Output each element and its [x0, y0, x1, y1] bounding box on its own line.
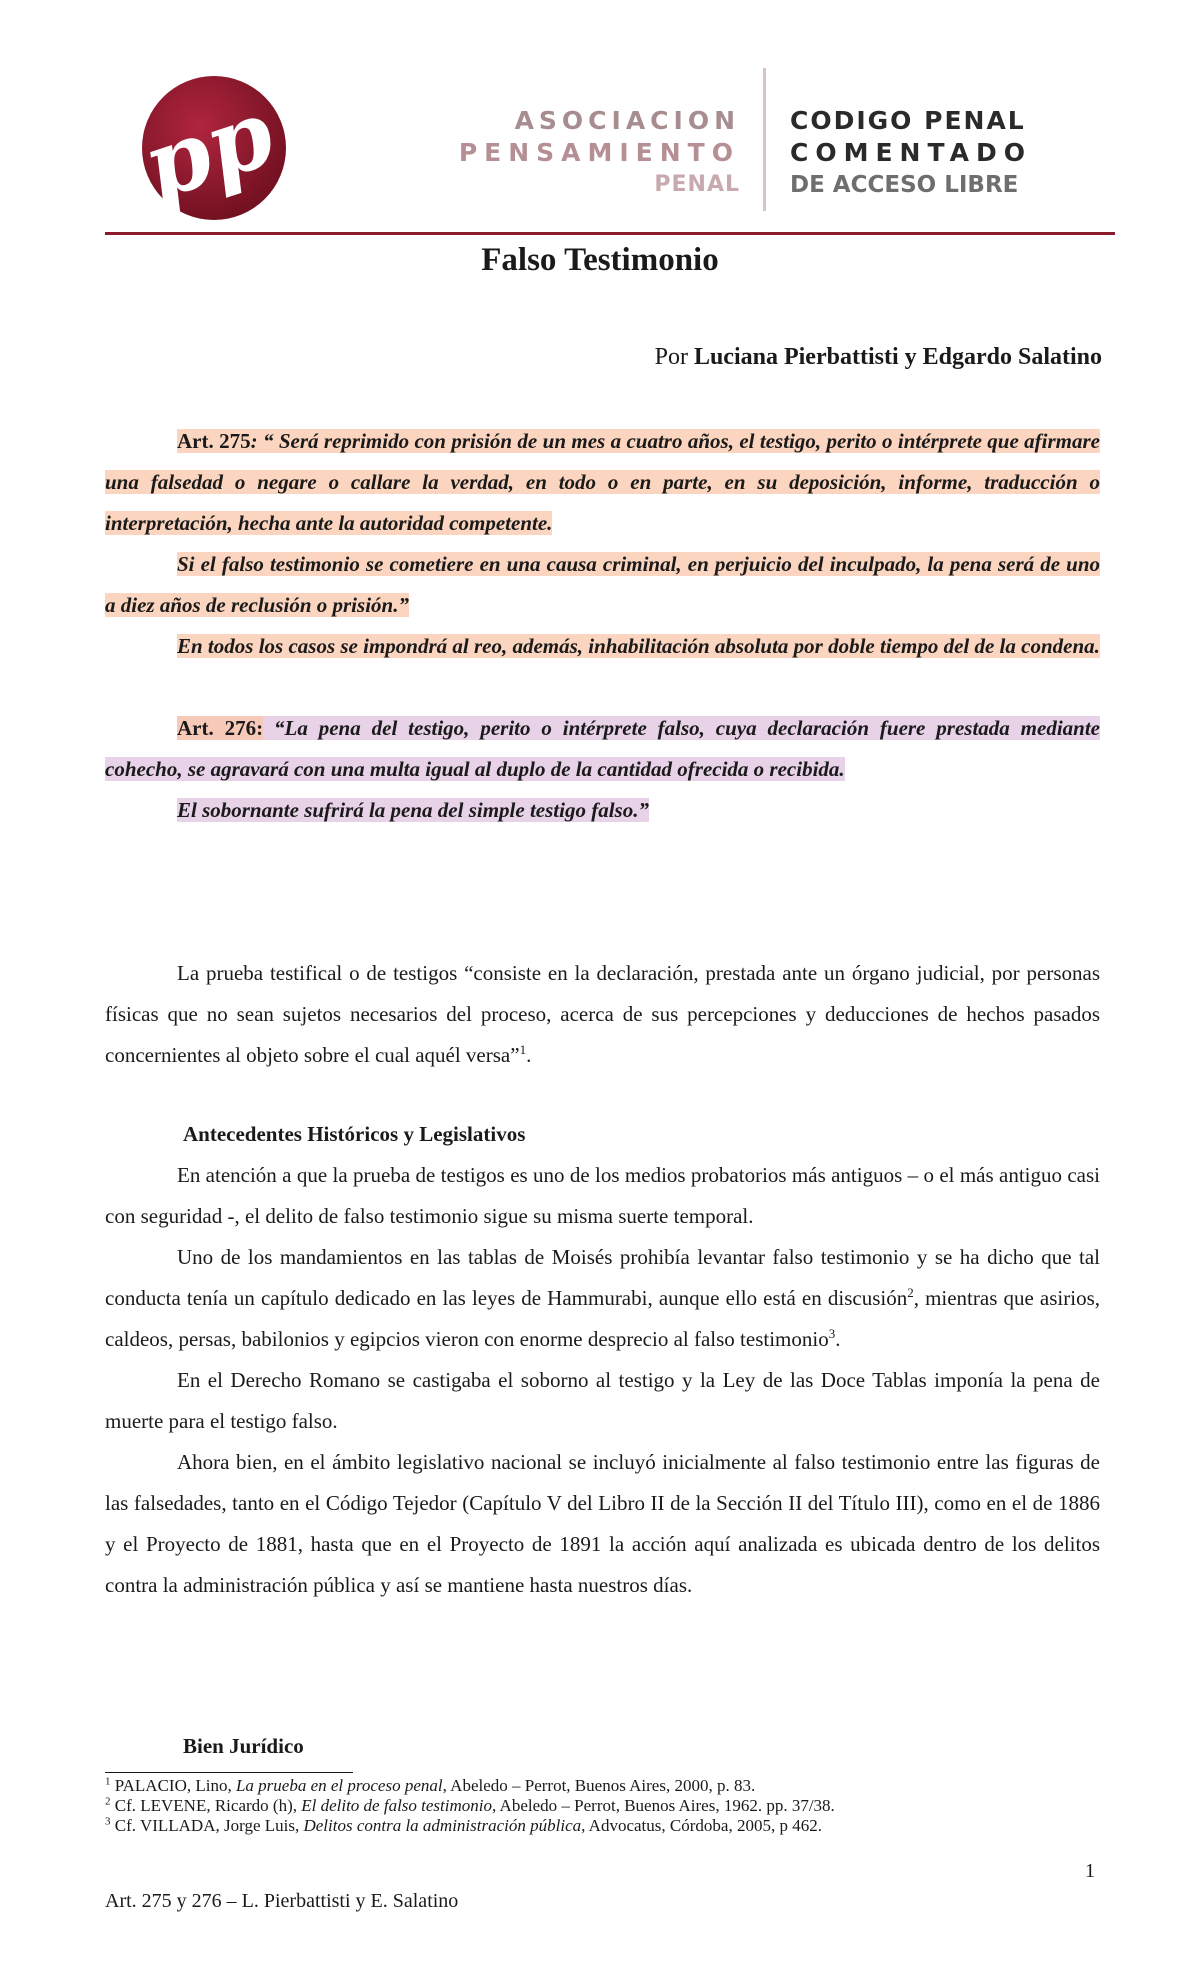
codigo-line-2: COMENTADO [790, 138, 1032, 167]
bien-juridico-section [105, 1726, 1100, 1767]
footnote-text: , Advocatus, Córdoba, 2005, p 462. [581, 1816, 822, 1835]
footnotes [105, 1776, 1105, 1836]
footnote-text: , Abeledo – Perrot, Buenos Aires, 1962. pp. 37/38. [492, 1796, 835, 1815]
antecedentes-section [105, 1114, 1100, 1606]
art-275-text-2: Si el falso testimonio se cometiere en una causa criminal, en perjuicio del inculpado, la pena será de uno a diez años de reclusión o prisión.” [105, 552, 1100, 617]
art-275-label: Art. 275 [177, 429, 251, 453]
art-276-paragraph-2 [105, 790, 1100, 831]
bien-juridico-heading: Bien Jurídico [183, 1734, 304, 1758]
art-275-paragraph-3 [105, 626, 1100, 667]
svg-text:pp: pp [138, 78, 287, 222]
footnote-3 [105, 1816, 1105, 1836]
antecedentes-paragraph-1: En atención a que la prueba de testigos es uno de los medios probatorios más antiguos – o el más antiguo casi con seguridad -, el delito de falso testimonio sigue su misma suerte temporal. [105, 1163, 1100, 1228]
antecedentes-paragraph-4: Ahora bien, en el ámbito legislativo nacional se incluyó inicialmente al falso testimonio entre las figuras de las falsedades, tanto en el Código Tejedor (Capítulo V del Libro II de la Sección II del Título III), como en el de 1886 y el Proyecto de 1881, hasta que en el Proyecto de 1891 la acción aquí analizada es ubicada dentro de los delitos contra la administración pública y así se mantiene hasta nuestros días. [105, 1450, 1100, 1597]
codigo-line-3: DE ACCESO LIBRE [790, 172, 1019, 198]
page-number: 1 [1085, 1860, 1095, 1882]
pensamiento-penal-logo [138, 72, 290, 224]
page-footer: Art. 275 y 276 – L. Pierbattisti y E. Salatino [105, 1890, 459, 1912]
antecedentes-p2-part-b: , mientras que asirios, caldeos, persas, babilonios y egipcios vieron con enorme desprecio al falso testimonio [105, 1286, 1100, 1351]
footnote-number: 1 [105, 1775, 111, 1788]
byline-authors: Luciana Pierbattisti y Edgardo Salatino [693, 344, 1102, 370]
footnote-ref-1[interactable]: 1 [519, 1042, 527, 1057]
footnote-title: La prueba en el proceso penal [235, 1776, 443, 1795]
publication-name [790, 105, 1032, 201]
footnote-text: Cf. LEVENE, Ricardo (h), [110, 1796, 302, 1815]
assoc-line-2: PENSAMIENTO [458, 138, 740, 167]
header-divider [763, 68, 766, 211]
antecedentes-p2-part-a: Uno de los mandamientos en las tablas de Moisés prohibía levantar falso testimonio y se ha dicho que tal conducta tenía un capítulo dedicado en las leyes de Hammurabi, aunque ello está en discusión [105, 1245, 1100, 1310]
assoc-line-1: ASOCIACION [514, 106, 740, 135]
art-275-text-3: En todos los casos se impondrá al reo, además, inhabilitación absoluta por doble tiempo del de la condena. [177, 634, 1100, 658]
footnote-number: 3 [105, 1815, 111, 1828]
footnote-2 [105, 1796, 1105, 1816]
footnote-text: , Abeledo – Perrot, Buenos Aires, 2000, p. 83. [442, 1776, 756, 1795]
footnote-text: PALACIO, Lino, [110, 1776, 236, 1795]
antecedentes-heading: Antecedentes Históricos y Legislativos [183, 1122, 526, 1146]
art-276-text-1: “La pena del testigo, perito o intérprete falso, cuya declaración fuere prestada mediante cohecho, se agravará con una multa igual al duplo de la cantidad ofrecida o recibida. [105, 716, 1100, 781]
byline [655, 337, 1102, 377]
intro-paragraph [105, 953, 1100, 1076]
footnote-ref-3[interactable]: 3 [828, 1326, 836, 1341]
art-276-text-2: El sobornante sufrirá la pena del simple testigo falso.” [177, 798, 649, 822]
byline-prefix: Por [654, 344, 694, 370]
antecedentes-paragraph-3: En el Derecho Romano se castigaba el soborno al testigo y la Ley de las Doce Tablas imponía la pena de muerte para el testigo falso. [105, 1368, 1100, 1433]
art-276-paragraph-1 [105, 708, 1100, 790]
art-275-text-1: : “ Será reprimido con prisión de un mes a cuatro años, el testigo, perito o intérprete que afirmare una falsedad o negare o callare la verdad, en todo o en parte, en su deposición, informe, traducción o interpretación, hecha ante la autoridad competente. [105, 429, 1101, 535]
document-title: Falso Testimonio [481, 242, 719, 278]
footnote-title: Delitos contra la administración pública [303, 1816, 582, 1835]
art-276-label: Art. 276: [177, 716, 264, 740]
antecedentes-paragraph-2 [105, 1237, 1100, 1360]
assoc-line-3: PENAL [654, 172, 740, 197]
articles-block [105, 421, 1100, 831]
footnote-title: El delito de falso testimonio [301, 1796, 492, 1815]
codigo-line-1: CODIGO PENAL [790, 106, 1026, 135]
art-275-paragraph-1 [105, 421, 1100, 544]
footnote-separator [105, 1772, 353, 1773]
intro-text: La prueba testifical o de testigos “consiste en la declaración, prestada ante un órgano judicial, por personas físicas que no sean sujetos necesarios del proceso, acerca de sus percepciones y deducciones de hechos pasados concernientes al objeto sobre el cual aquél versa” [105, 961, 1100, 1067]
antecedentes-p2-part-c: . [835, 1327, 841, 1351]
header-rule [105, 232, 1115, 235]
footnote-ref-2[interactable]: 2 [907, 1285, 914, 1300]
association-name [410, 105, 740, 201]
footnote-1 [105, 1776, 1105, 1796]
art-275-paragraph-2 [105, 544, 1100, 626]
footnote-text: Cf. VILLADA, Jorge Luis, [110, 1816, 304, 1835]
footnote-number: 2 [105, 1795, 111, 1808]
intro-block [105, 953, 1100, 1076]
intro-end: . [526, 1043, 532, 1067]
